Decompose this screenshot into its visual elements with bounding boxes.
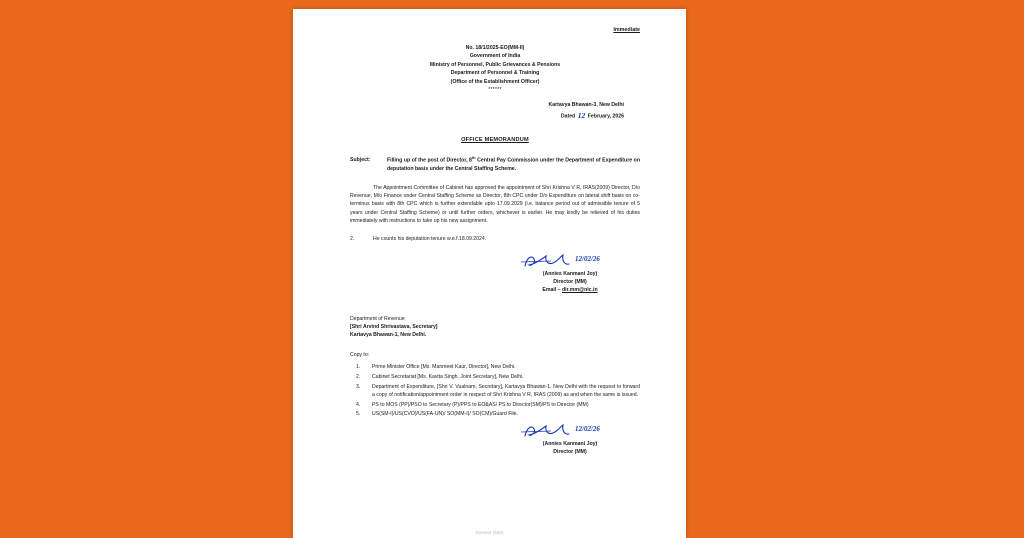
handwritten-signature-2 xyxy=(515,423,625,440)
list-item-text: Prime Minister Office [Ms. Manmeet Kaur, Director], New Delhi. xyxy=(372,364,516,371)
subject-text-part2: Central Pay Commission under the Department of Expenditure on deputation basis under the Central Staffing Scheme. xyxy=(387,157,640,172)
signatory-name-2: (Annies Kanmani Joy) xyxy=(542,440,598,447)
list-item xyxy=(350,401,640,409)
list-item-number: 1. xyxy=(356,364,361,371)
list-item-text: PS to MOS (PP)/PSO to Secretary (P)/PPS to EO&AS/ PS to Director(SM)/PS to Director (MM) xyxy=(372,401,589,408)
list-item-text: US(SM-I)/US(CVO)/US(FA-UN)/ SO(MM-I)/ SO(CM)/Guard File. xyxy=(372,411,518,418)
document-page xyxy=(293,9,686,538)
addressee-line-3: Kartavya Bhawan-1, New Delhi. xyxy=(350,332,427,339)
place-and-date-block xyxy=(350,101,640,123)
signature-block-2 xyxy=(350,423,640,457)
signatory-name-1: (Annies Kanmani Joy) xyxy=(542,270,598,277)
handwritten-signature-1 xyxy=(515,253,625,270)
list-item xyxy=(350,383,640,400)
place-line: Kartavya Bhawan-3, New Delhi xyxy=(548,102,624,109)
subject-label: Subject: xyxy=(350,156,371,163)
signature-stroke-icon xyxy=(515,253,625,270)
immediate-stamp: Immediate xyxy=(613,27,640,33)
signatory-email-line xyxy=(500,287,640,295)
dated-month-year: February, 2026 xyxy=(587,113,624,120)
list-item-number: 5. xyxy=(356,411,361,418)
header-line-4: (Office of the Establishment Officer) xyxy=(450,78,540,85)
subject-ordinal-suffix: th xyxy=(471,155,476,160)
list-item xyxy=(350,373,640,381)
date-line xyxy=(350,110,624,123)
addressee-line-1: Department of Revenue xyxy=(350,315,405,322)
letterhead xyxy=(350,44,640,86)
office-memorandum xyxy=(293,9,686,538)
list-item-number: 2. xyxy=(356,373,361,380)
page-title: OFFICE MEMORANDUM xyxy=(461,136,529,143)
list-item xyxy=(350,363,640,371)
paragraph-2-text: He counts his deputation tenure w.e.f.18.09.2024. xyxy=(373,236,487,243)
page-footer-faint: Director (MM) xyxy=(475,530,504,536)
list-item-number: 3. xyxy=(356,383,361,390)
dated-label: Dated xyxy=(560,113,576,120)
list-item xyxy=(350,410,640,418)
list-item-number: 4. xyxy=(356,401,361,408)
paragraph-2 xyxy=(350,235,640,243)
email-label: Email – xyxy=(542,287,561,294)
header-line-1: Government of India xyxy=(469,53,521,60)
list-item-text: Cabinet Secretariat [Ms. Kavita Singh, Joint Secretary], New Delhi. xyxy=(372,373,524,380)
subject-text-part1: Filling up of the post of Director, 8 xyxy=(387,157,472,164)
separator-asterisks: ****** xyxy=(488,86,502,93)
header-line-3: Department of Personnel & Training xyxy=(450,70,540,77)
email-address[interactable]: dir.mm@nic.in xyxy=(562,287,598,294)
dated-handwritten-day: 12 xyxy=(577,111,586,121)
signature-stroke-icon xyxy=(515,423,625,440)
subject-text xyxy=(387,156,640,173)
signatory-designation-1: Director (MM) xyxy=(553,279,587,286)
signature-block-1 xyxy=(350,253,640,295)
addressee-line-2: [Shri Arvind Shrivastava, Secretary] xyxy=(350,324,438,331)
header-line-2: Ministry of Personnel, Public Grievances & Pensions xyxy=(429,61,561,68)
subject-block xyxy=(350,156,640,173)
list-item-text: Department of Expenditure, [Shri V. Vualnam, Secretary], Kartavya Bhawan-1, New Delhi with the request to forward a copy of notification/appointment order in respect of Shri Krishna V R, IRAS (2009) as and when the same is issued. xyxy=(372,383,640,398)
paragraph-2-number: 2. xyxy=(350,236,355,243)
addressee-block xyxy=(350,315,640,340)
signature-date-2: 12/02/26 xyxy=(575,424,600,433)
copy-to-list xyxy=(350,363,640,419)
file-number: No. 18/1/2025-EO(MM-II) xyxy=(465,44,525,51)
signatory-designation-2: Director (MM) xyxy=(553,448,587,455)
paragraph-1: The Appointment Committee of Cabinet has approved the appointment of Shri Krishna V R, IRAS(2009) Director, D/o Revenue, M/o Finance under Central Staffing Scheme as Director, 8th CPC under D/o Expenditure on lateral shift basis on co-terminus basis with 8th CPC which is further extendable upto 17.09.2029 (i.e. balance period out of admissible tenure of 5 years under Central Staffing Scheme) or until further orders, whichever is earlier. He may kindly be relieved of his duties immediately with instructions to take up his new assignment. xyxy=(350,184,640,225)
signature-date-1: 12/02/26 xyxy=(575,254,600,263)
copy-to-label: Copy to: xyxy=(350,351,370,358)
